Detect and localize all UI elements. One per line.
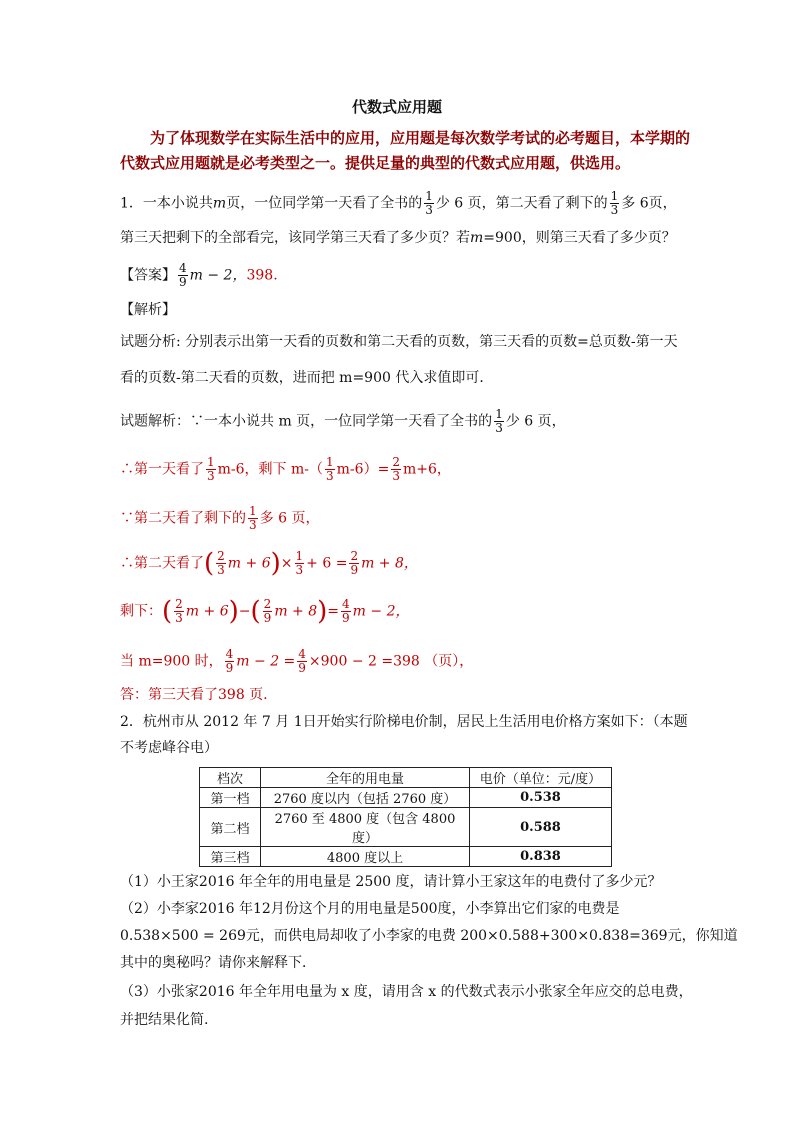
fraction-four-ninths: $\frac{4}{9}$ (298, 647, 306, 675)
q2-part-1: （1）小王家2016 年全年的用电量是 2500 度，请计算小王家这年的电费付了多少元？ (120, 874, 662, 890)
analysis-line-1: 试题分析: 分别表示出第一天看的页数和第二天看的页数，第三天看的页数=总页数-第一天 (120, 334, 678, 350)
answer-expression: m − 2， (189, 267, 247, 284)
tier-cell: 第一档 (200, 788, 261, 808)
fraction-two-thirds: $\frac{2}{3}$ (217, 549, 225, 577)
q2-part-2-line-2: 0.538×500 = 269元，而供电局却收了小李家的电费 200×0.588+300×0.838=369元，你知道 (120, 928, 738, 944)
fraction-one-third: $\frac{1}{3}$ (495, 407, 503, 435)
intro-paragraph: 为了体现数学在实际生活中的应用，应用题是每次数学考试的必考题目，本学期的代数式应用题就是必考类型之一。提供足量的典型的代数式应用题，供选用。 (120, 129, 691, 172)
analysis-label: 【解析】 (120, 302, 176, 318)
solution-line-5: 剩下：( $\frac{2}{3}$ m + 6)−( $\frac{2}{9}$ m + 8)= $\frac{4}{9}$ m − 2， (120, 596, 410, 627)
var-m: m (212, 195, 227, 212)
q1-line-1 (120, 190, 677, 217)
tier-cell: 第二档 (200, 808, 261, 847)
analysis-line-2: 看的页数-第二天看的页数，进而把 m=900 代入求值即可． (120, 370, 494, 386)
q2-part-3-line-2: 并把结果化简. (120, 1012, 209, 1028)
table-header: 档次 (200, 768, 261, 788)
fraction-one-third: $\frac{1}{3}$ (295, 549, 304, 577)
answer-value: 398 (246, 267, 274, 284)
fraction-one-third: $\frac{1}{3}$ (425, 189, 433, 217)
q2-part-2-line-3: 其中的奥秘吗？请你来解释下． (120, 955, 316, 971)
answer-label: 【答案】 (120, 267, 176, 284)
tier-cell: 第三档 (200, 847, 261, 867)
fraction-four-ninths: $\frac{4}{9}$ (342, 597, 350, 625)
price-cell: 0.538 (470, 788, 612, 808)
fraction-four-ninths: $\frac{4}{9}$ (225, 647, 234, 675)
answer-line: 【答案】 $\frac{4}{9}$ m − 2，398. (120, 261, 278, 289)
q2-line-1: 2．杭州市从 2012 年 7 月 1日开始实行阶梯电价制，居民上生活用电价格方案如下：（本题 (120, 714, 688, 730)
q2-part-3-line-1: （3）小张家2016 年全年用电量为 x 度，请用含 x 的代数式表示小张家全年应交的总电费， (120, 984, 693, 1000)
solution-line-7: 答：第三天看了398 页. (120, 687, 268, 703)
var-m: m (470, 230, 484, 246)
price-cell: 0.838 (470, 847, 612, 867)
price-cell: 0.588 (470, 808, 612, 847)
fraction-one-third: $\frac{1}{3}$ (610, 189, 619, 217)
table-header: 电价（单位：元/度） (470, 768, 612, 788)
table-header: 全年的用电量 (261, 768, 470, 788)
fraction-two-ninths: $\frac{2}{9}$ (350, 549, 359, 577)
table-row (200, 847, 612, 867)
fraction-two-thirds: $\frac{2}{3}$ (175, 597, 183, 625)
q1-text: 1．一本小说共 (120, 195, 213, 212)
solution-line-3: ∵第二天看了剩下的 $\frac{1}{3}$ 多 6 页， (120, 504, 320, 532)
fraction-four-ninths: $\frac{4}{9}$ (179, 261, 187, 289)
q2-part-2-line-1: （2）小李家2016 年12月份这个月的用电量是500度，小李算出它们家的电费是 (120, 901, 620, 917)
table-header-row (200, 768, 612, 788)
solution-line-6: 当 m=900 时， $\frac{4}{9}$ m − 2 = $\frac{4}{9}$ ×900 − 2 =398 （页）， (120, 647, 474, 675)
fraction-one-third: $\frac{1}{3}$ (326, 455, 334, 483)
fraction-two-thirds: $\frac{2}{3}$ (392, 455, 400, 483)
q1-text: 页，一位同学第一天看了全书的 (226, 195, 423, 212)
q1-text: 少 6 页，第二天看了剩下的 (435, 195, 608, 212)
table-row (200, 808, 612, 847)
q2-line-2: 不考虑峰谷电） (120, 740, 218, 756)
solution-line-2: ∴第一天看了 $\frac{1}{3}$ m-6，剩下 m-（ $\frac{1}{3}$ m-6）= $\frac{2}{3}$ m+6， (120, 455, 451, 483)
usage-cell: 2760 度以内（包括 2760 度） (261, 788, 470, 808)
fraction-one-third: $\frac{1}{3}$ (207, 455, 215, 483)
tariff-table (199, 767, 612, 867)
solution-line-4: ∴第二天看了( $\frac{2}{3}$ m + 6)× $\frac{1}{3}$ + 6 = $\frac{2}{9}$ m + 8， (120, 548, 418, 579)
solution-line-1: 试题解析：∵一本小说共 m 页，一位同学第一天看了全书的 $\frac{1}{3}$ 少 6 页， (120, 407, 566, 435)
page-title: 代数式应用题 (351, 98, 442, 116)
table-row (200, 788, 612, 808)
usage-cell: 4800 度以上 (261, 847, 470, 867)
q1-line-2: 第三天把剩下的全部看完，该同学第三天看了多少页？若m=900，则第三天看了多少页？ (120, 230, 676, 246)
q1-text: 多 6页， (621, 195, 677, 212)
fraction-two-ninths: $\frac{2}{9}$ (263, 597, 272, 625)
fraction-one-third: $\frac{1}{3}$ (249, 504, 257, 532)
usage-cell: 2760 至 4800 度（包含 4800 度） (261, 808, 470, 847)
